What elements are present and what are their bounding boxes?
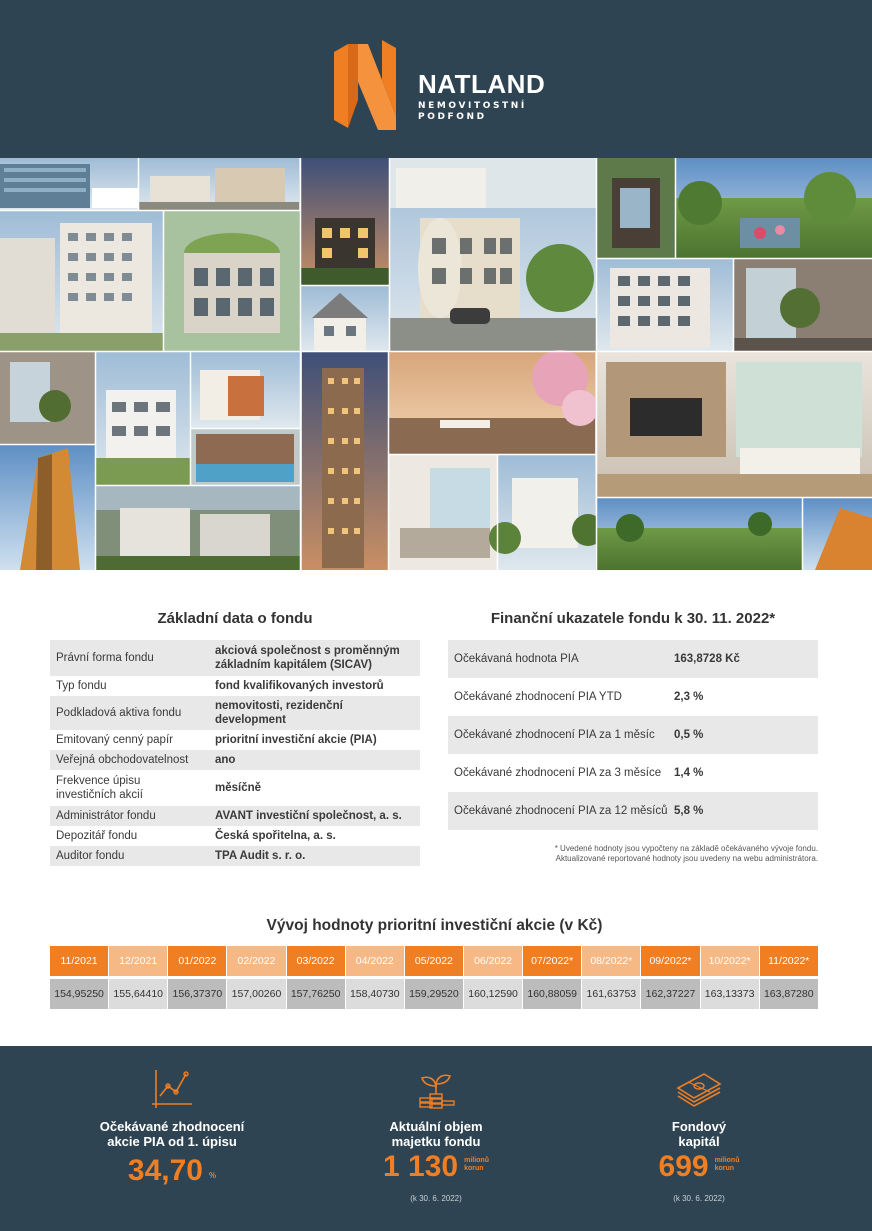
row-label: Očekávané zhodnocení PIA za 12 měsíců — [454, 805, 668, 817]
value-cell: 163,13373 — [701, 979, 760, 1009]
row-value: 1,4 % — [674, 767, 704, 779]
photo-tile-meadow — [596, 498, 802, 570]
development-table — [50, 946, 819, 1009]
stat-unit-line-1: milionů — [714, 1157, 740, 1164]
stat-capital-label — [579, 1119, 819, 1149]
brand-subtitle-2: PODFOND — [418, 112, 487, 122]
row-label: Očekávané zhodnocení PIA za 1 měsíc — [454, 729, 655, 741]
stat-label-line-1: Fondový — [671, 1119, 727, 1134]
money-stack-icon — [674, 1068, 724, 1108]
row-value: měsíčně — [215, 782, 262, 794]
table-row — [448, 716, 818, 754]
stat-assets-label — [316, 1119, 556, 1149]
brand-name: NATLAND — [418, 69, 546, 99]
value-cell: 157,00260 — [227, 979, 286, 1009]
financial-table — [448, 640, 818, 830]
footer-stats — [0, 1046, 872, 1231]
table-row — [50, 750, 420, 770]
table-row — [50, 770, 420, 806]
stat-appreciation-unit: % — [208, 1171, 217, 1180]
stat-assets-value-wrap — [316, 1150, 556, 1184]
photo-tile-tower — [302, 352, 388, 570]
row-label: Frekvence úpisu investičních akcií — [56, 775, 143, 801]
row-label: Veřejná obchodovatelnost — [56, 754, 189, 766]
value-cell: 160,88059 — [523, 979, 582, 1009]
photo-tile-sunset-terrace — [389, 350, 598, 454]
development-title: Vývoj hodnoty prioritní investiční akcie (v Kč) — [266, 917, 603, 934]
value-cell: 155,64410 — [109, 979, 168, 1009]
photo-tile-residential-blocks — [0, 211, 163, 351]
row-label: Auditor fondu — [56, 850, 125, 862]
natland-logo — [334, 40, 544, 130]
row-label: Emitovaný cenný papír — [56, 734, 173, 746]
stat-appreciation-label — [52, 1119, 292, 1149]
row-value: fond kvalifikovaných investorů — [215, 680, 384, 692]
month-header-cell: 11/2022* — [760, 946, 819, 976]
row-value: Česká spořitelna, a. s. — [215, 830, 336, 842]
row-value: 2,3 % — [674, 691, 704, 703]
value-cell: 158,40730 — [346, 979, 405, 1009]
stat-capital-unit — [715, 1157, 740, 1173]
table-row — [50, 806, 420, 826]
value-cell: 156,37370 — [168, 979, 227, 1009]
table-row — [50, 696, 420, 730]
photo-tile-hillside-villas — [96, 486, 301, 570]
growth-chart-icon — [150, 1066, 194, 1112]
table-row — [50, 640, 420, 676]
photo-tile-evening-villa — [301, 158, 389, 285]
value-cell: 163,87280 — [760, 979, 819, 1009]
month-header-cell: 04/2022 — [346, 946, 405, 976]
stat-label-line-2: kapitál — [678, 1134, 720, 1149]
financial-footnote — [448, 844, 818, 864]
photo-tile-garden-terrace — [597, 158, 675, 258]
row-value: ano — [215, 754, 236, 766]
photo-tile-white-villas — [96, 352, 190, 485]
row-value: akciová společnost s proměnným základním kapitálem (SICAV) — [215, 645, 400, 671]
photo-tile-modern-houses — [191, 352, 301, 428]
month-header-cell: 06/2022 — [464, 946, 523, 976]
row-value: nemovitosti, rezidenční development — [215, 700, 343, 726]
month-header-cell: 11/2021 — [50, 946, 109, 976]
table-row — [448, 640, 818, 678]
value-cell: 159,29520 — [405, 979, 464, 1009]
header-banner — [0, 0, 872, 158]
value-cell: 154,95250 — [50, 979, 109, 1009]
row-label: Očekávané zhodnocení PIA YTD — [454, 691, 622, 703]
stat-label-line-1: Očekávané zhodnocení — [99, 1119, 245, 1134]
natland-logo-mark-icon — [334, 40, 410, 130]
stat-unit-line-2: korun — [714, 1165, 735, 1172]
row-label: Očekávaná hodnota PIA — [454, 653, 579, 665]
property-photo-collage — [0, 158, 872, 570]
month-header-cell: 09/2022* — [641, 946, 700, 976]
photo-tile-gabled-house — [301, 286, 389, 351]
row-label: Typ fondu — [56, 680, 107, 692]
stat-unit-line-1: milionů — [464, 1157, 489, 1164]
row-label: Podkladová aktiva fondu — [56, 707, 182, 719]
table-row — [448, 754, 818, 792]
stat-assets-unit — [464, 1157, 489, 1173]
row-value: TPA Audit s. r. o. — [215, 850, 306, 862]
photo-tile-round-villa — [164, 211, 300, 351]
photo-tile-pool-houses — [191, 429, 301, 485]
row-value: 0,5 % — [674, 729, 704, 741]
row-value: 163,8728 Kč — [674, 653, 740, 665]
row-label: Administrátor fondu — [56, 810, 156, 822]
basic-data-title: Základní data o fondu — [157, 610, 313, 627]
stat-assets-value: 1 130 — [383, 1150, 459, 1183]
table-row — [50, 826, 420, 846]
month-header-cell: 08/2022* — [582, 946, 641, 976]
development-values-row — [50, 979, 819, 1009]
stat-label-line-1: Aktuální objem — [389, 1119, 483, 1134]
row-label: Právní forma fondu — [56, 652, 154, 664]
month-header-cell: 02/2022 — [227, 946, 286, 976]
photo-tile-offices — [0, 158, 138, 210]
month-header-cell: 12/2021 — [109, 946, 168, 976]
photo-tile-apartment-block — [597, 259, 733, 351]
photo-tile-orange-facade — [803, 498, 872, 570]
value-cell: 160,12590 — [464, 979, 523, 1009]
photo-tile-kitchen — [389, 455, 497, 570]
stat-appreciation-value: 34,70 — [127, 1154, 203, 1187]
stat-capital-value-wrap — [579, 1150, 819, 1184]
stat-appreciation-value-wrap — [52, 1154, 292, 1188]
development-header-row — [50, 946, 819, 976]
coins-plant-icon — [414, 1064, 458, 1110]
value-cell: 162,37227 — [641, 979, 700, 1009]
financial-title: Finanční ukazatele fondu k 30. 11. 2022* — [490, 610, 776, 627]
basic-data-table — [50, 640, 420, 866]
month-header-cell: 07/2022* — [523, 946, 582, 976]
month-header-cell: 01/2022 — [168, 946, 227, 976]
month-header-cell: 03/2022 — [287, 946, 346, 976]
row-value: AVANT investiční společnost, a. s. — [215, 810, 402, 822]
month-header-cell: 05/2022 — [405, 946, 464, 976]
table-row — [50, 730, 420, 750]
value-cell: 157,76250 — [287, 979, 346, 1009]
table-row — [50, 846, 420, 866]
photo-tile-garden-park — [676, 158, 872, 258]
photo-tile-living-room — [596, 352, 872, 497]
stat-capital-value: 699 — [658, 1150, 709, 1183]
table-row — [50, 676, 420, 696]
photo-tile-golden-tower — [0, 445, 95, 570]
footnote-line-2: Aktualizované reportované hodnoty jsou uvedeny na webu administrátora. — [555, 854, 818, 863]
photo-tile-lobby — [734, 259, 872, 351]
row-value: prioritní investiční akcie (PIA) — [215, 734, 377, 746]
stat-assets-note: (k 30. 6. 2022) — [410, 1194, 462, 1203]
photo-tile-villa-trees — [489, 455, 604, 570]
stat-capital-note: (k 30. 6. 2022) — [673, 1194, 725, 1203]
table-row — [448, 792, 818, 830]
brand-subtitle-1: NEMOVITOSTNÍ — [418, 101, 527, 111]
row-value: 5,8 % — [674, 805, 704, 817]
row-label: Očekávané zhodnocení PIA za 3 měsíce — [454, 767, 662, 779]
photo-tile-interior — [0, 352, 95, 444]
photo-tile-townhouses — [139, 158, 299, 210]
stat-unit-line-2: korun — [464, 1165, 484, 1172]
table-row — [448, 678, 818, 716]
stat-label-line-2: majetku fondu — [391, 1134, 481, 1149]
month-header-cell: 10/2022* — [701, 946, 760, 976]
stat-label-line-2: akcie PIA od 1. úpisu — [107, 1134, 237, 1149]
photo-tile-corner-building — [390, 158, 596, 351]
value-cell: 161,63753 — [582, 979, 641, 1009]
footnote-line-1: * Uvedené hodnoty jsou vypočteny na základě očekávaného vývoje fondu. — [554, 844, 818, 853]
collage-illustration — [0, 158, 872, 570]
row-label: Depozitář fondu — [56, 830, 138, 842]
